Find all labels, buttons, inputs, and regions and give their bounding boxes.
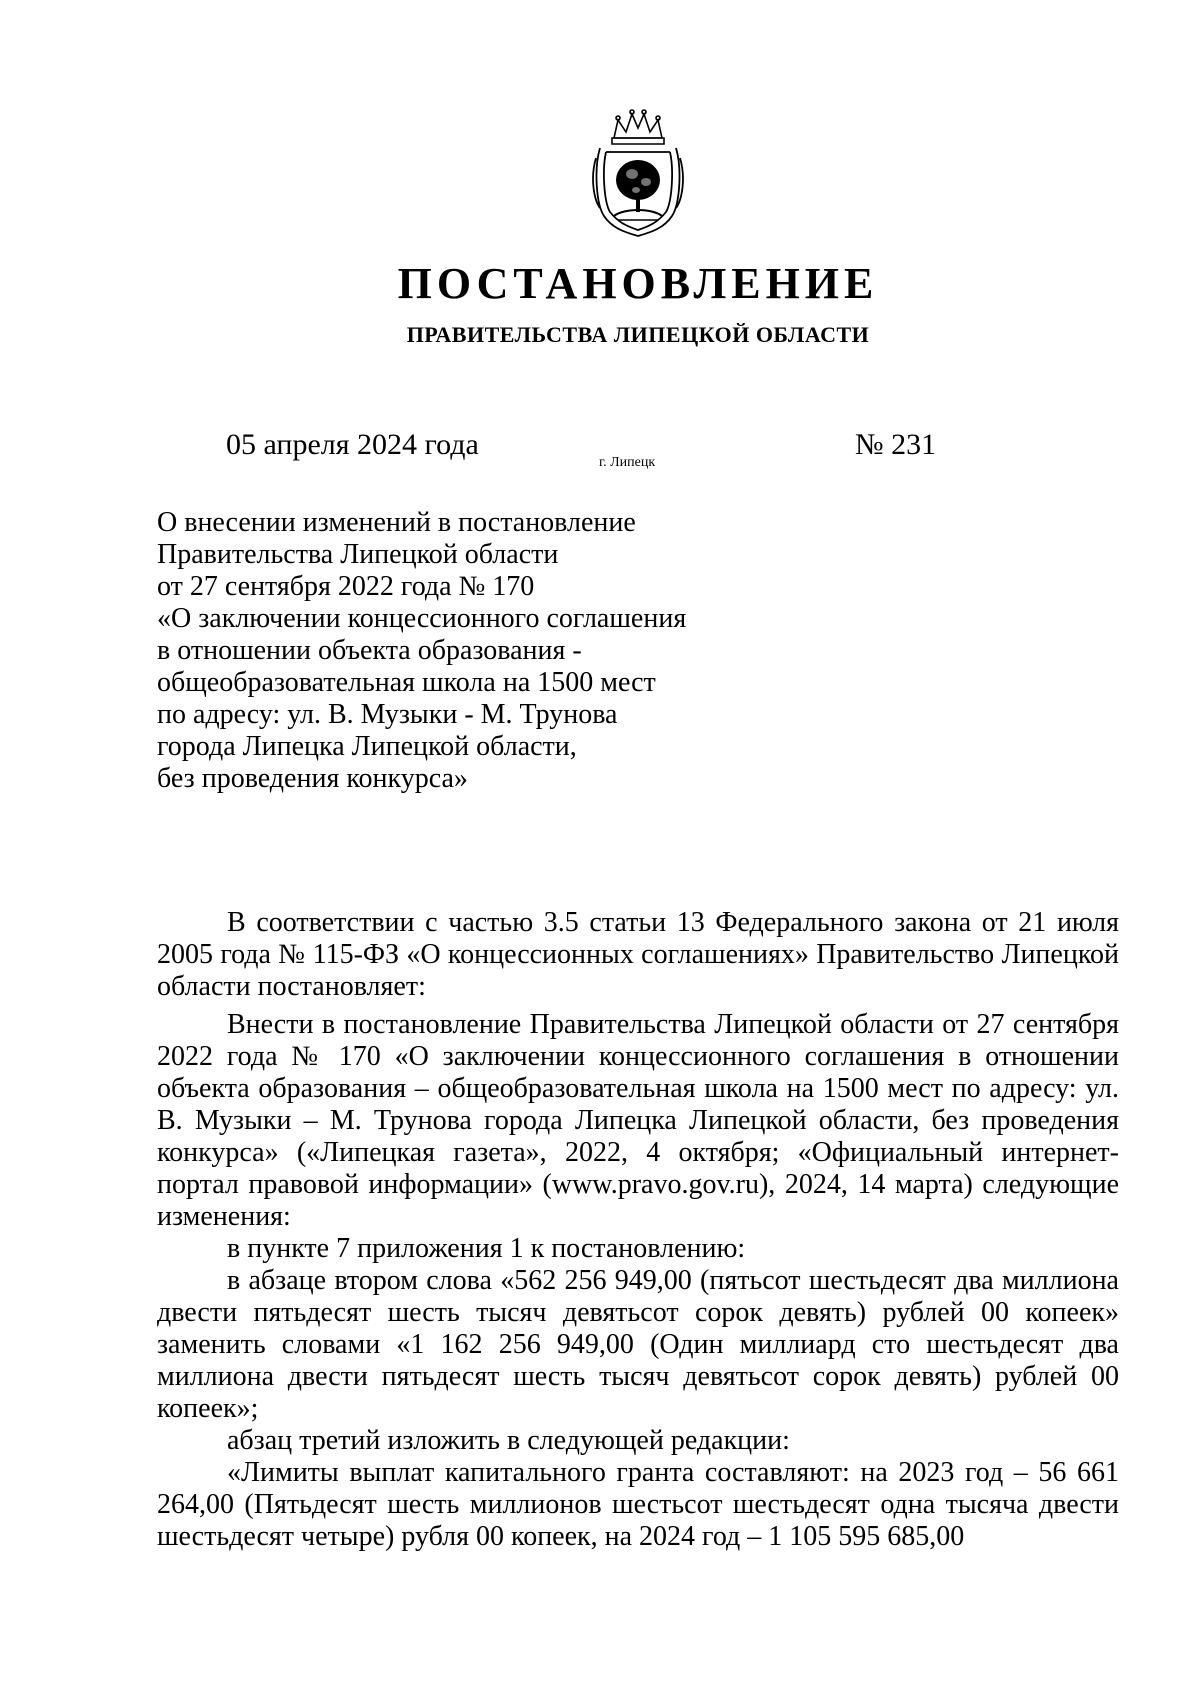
heading-line: в отношении объекта образования - (157, 635, 582, 666)
coat-of-arms-icon (592, 108, 684, 240)
heading-line: О внесении изменений в постановление (157, 507, 636, 538)
heading-line: города Липецка Липецкой области, (157, 731, 577, 762)
crown-icon (612, 110, 664, 144)
document-title: ПОСТАНОВЛЕНИЕ (397, 259, 879, 308)
document-heading (157, 507, 857, 795)
heading-line: от 27 сентября 2022 года № 170 (157, 571, 535, 602)
document-body (157, 907, 1119, 1553)
document-city: г. Липецк (599, 455, 656, 470)
body-paragraph: В соответствии с частью 3.5 статьи 13 Федерального закона от 21 июля 2005 года № 115-ФЗ «О концессионных соглашениях» Правительство Липецкой области постановляет: (157, 907, 1119, 1002)
body-paragraph: абзац третий изложить в следующей редакции: (227, 1425, 790, 1456)
body-paragraph: в абзаце втором слова «562 256 949,00 (пятьсот шестьдесят два миллиона двести пятьдесят шесть тысяч девятьсот сорок девять) рублей 00 копеек» заменить словами «1 162 256 949,00 (Один миллиард сто шестьдесят два миллиона двести пятьдесят шесть тысяч девятьсот сорок девять) рублей 00 копеек»; (157, 1265, 1119, 1424)
document-date: 05 апреля 2024 года (226, 428, 479, 461)
document-subtitle: ПРАВИТЕЛЬСТВА ЛИПЕЦКОЙ ОБЛАСТИ (406, 322, 870, 347)
heading-line: общеобразовательная школа на 1500 мест (157, 667, 656, 698)
body-paragraph: Внести в постановление Правительства Липецкой области от 27 сентября 2022 года № 170 «О заключении концессионного соглашения в отношении объекта образования – общеобразовательная школа на 1500 мест по адресу: ул. В. Музыки – М. Трунова города Липецка Липецкой области, без проведения конкурса» («Липецкая газета», 2022, 4 октября; «Официальный интернет-портал правовой информации» (www.pravo.gov.ru), 2024, 14 марта) следующие изменения: (157, 1009, 1119, 1232)
body-paragraph: «Лимиты выплат капитального гранта составляют: на 2023 год – 56 661 264,00 (Пятьдесят шесть миллионов шестьсот шестьдесят одна тысяча двести шестьдесят четыре) рубля 00 копеек, на 2024 год – 1 105 595 685,00 (157, 1457, 1119, 1552)
heading-line: Правительства Липецкой области (157, 539, 559, 570)
heading-line: «О заключении концессионного соглашения (157, 603, 687, 634)
body-paragraph: в пункте 7 приложения 1 к постановлению: (227, 1233, 746, 1264)
document-number: № 231 (855, 428, 937, 461)
tree-icon (614, 160, 662, 220)
heading-line: по адресу: ул. В. Музыки - М. Трунова (157, 699, 618, 730)
heading-line: без проведения конкурса» (157, 763, 468, 794)
